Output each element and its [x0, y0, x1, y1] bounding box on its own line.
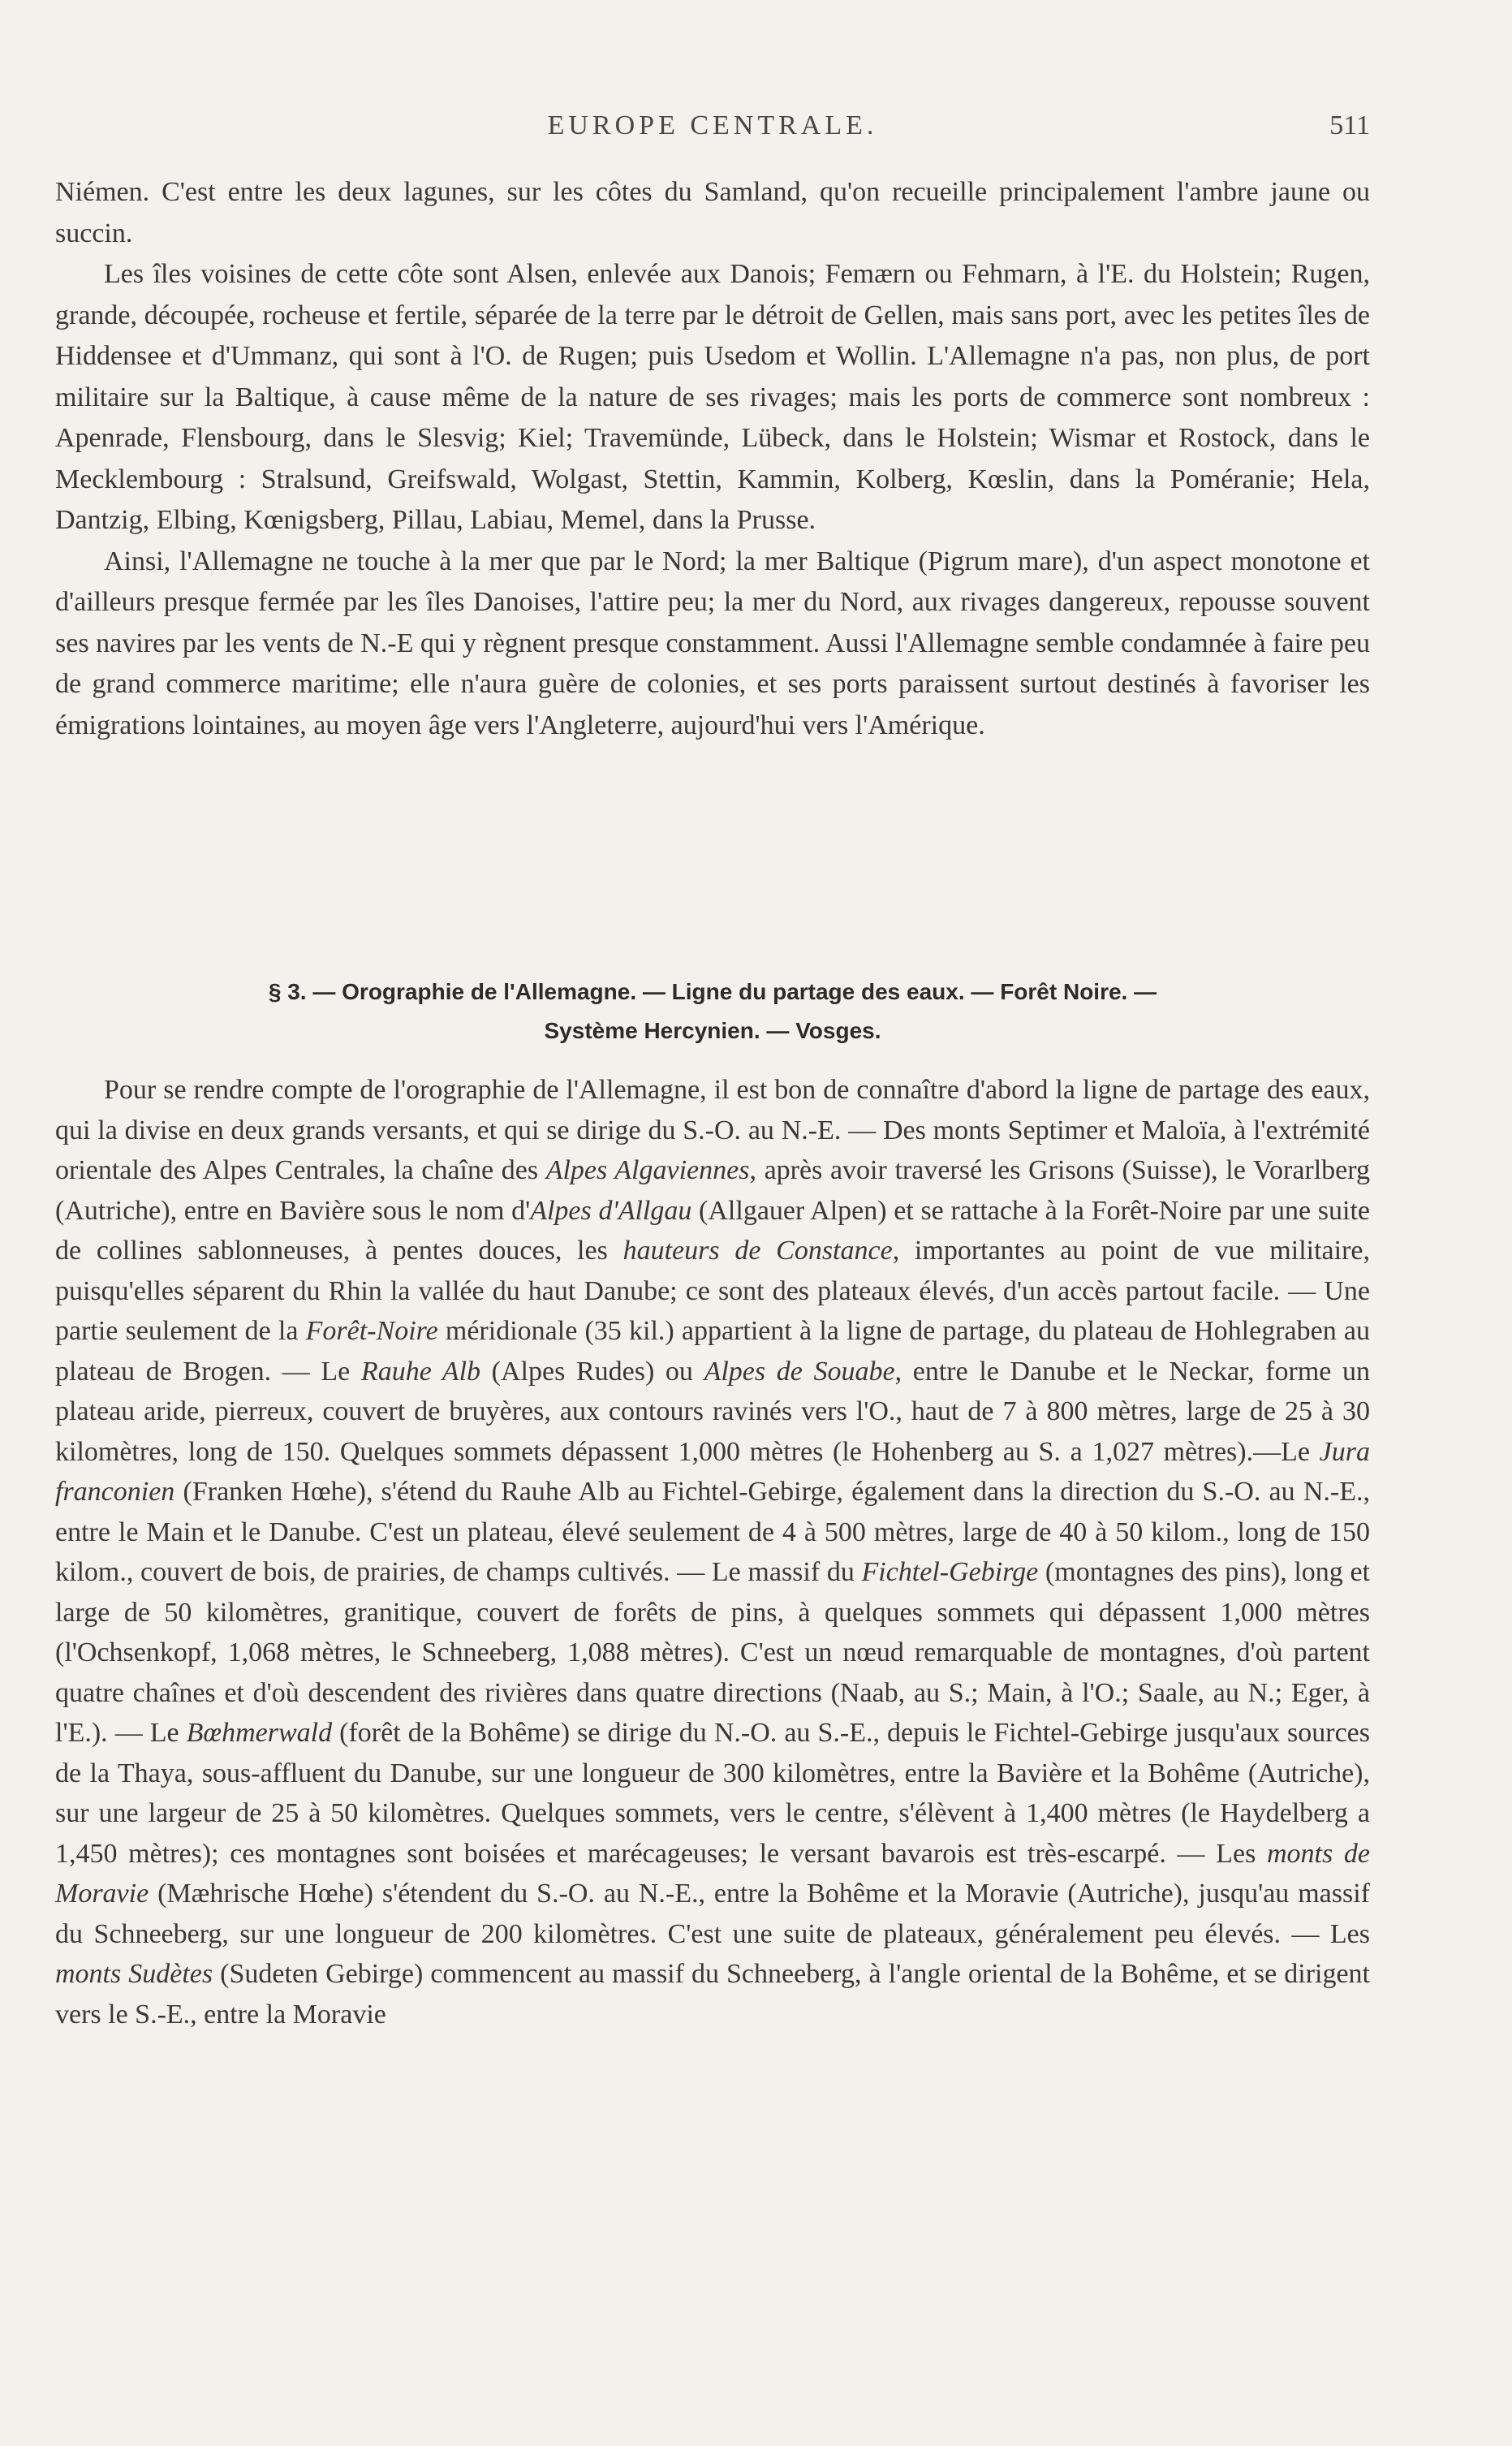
place-name: Jura franconien — [55, 1436, 1370, 1507]
text-run: , entre le Danube et le Neckar, forme un plateau aride, pierreux, couvert de bruyères, aux contours ravinés vers l'O., haut de 7 à 800 mètres, large de 25 à 30 kilomètres, long de 150. Quelques sommets dépassent 1,000 mètres (le Hohenberg au S. a 1,027 mètres).—Le — [55, 1356, 1371, 1467]
text-run: (forêt de la Bohême) se dirige du N.-O. au S.-E., depuis le Fichtel-Gebirge jusqu'aux sources de la Thaya, sous-affluent du Danube, sur une longueur de 300 kilomètres, entre la Bavière et la Bohême (Autriche), sur une largeur de 25 à 50 kilomètres. Quelques sommets, vers le centre, s'élèvent à 1,400 mètres (le Haydelberg a 1,450 mètres); ces montagnes sont boisées et marécageuses; le versant bavarois est très-escarpé. — Les — [55, 1718, 1370, 1869]
place-name: Alpes de Souabe — [704, 1356, 895, 1387]
section-heading-line: Système Hercynien. — Vosges. — [544, 1018, 881, 1043]
place-name: Alpes Algaviennes — [545, 1155, 750, 1185]
place-name: monts Sudètes — [55, 1959, 213, 1989]
text-run: méridionale (35 kil.) appartient à la ligne de partage, du plateau de Hohlegraben au plateau de Brogen. — Le — [55, 1316, 1370, 1387]
text-run: (Franken Hœhe), s'étend du Rauhe Alb au Fichtel-Gebirge, également dans la direction du S.-O. au N.-E., entre le Main et le Danube. C'est un plateau, élevé seulement de 4 à 500 mètres, large de 40 à 50 kilom., long de 150 kilom., couvert de bois, de prairies, de champs cultivés. — Le massif du — [55, 1477, 1370, 1587]
place-name: hauteurs de Constance — [622, 1236, 893, 1266]
intro-text — [55, 172, 1370, 746]
place-name: Rauhe Alb — [360, 1356, 481, 1387]
place-name: monts de Moravie — [55, 1838, 1371, 1909]
page-header — [55, 110, 1370, 159]
text-run: , importantes au point de vue militaire, puisqu'elles séparent du Rhin la vallée du haut Danube; ce sont des plateaux élevés, d'un accès partout facile. — Une partie seulement de la — [55, 1236, 1370, 1346]
text-run: , après avoir traversé les Grisons (Suisse), le Vorarlberg (Autriche), entre en Bavière sous le nom d' — [55, 1155, 1370, 1226]
paragraph — [55, 1070, 1370, 2034]
page — [55, 0, 1370, 2446]
place-name: Alpes d'Allgau — [530, 1195, 692, 1226]
place-name: Bœhmerwald — [186, 1718, 333, 1748]
place-name: Fichtel-Gebirge — [861, 1557, 1039, 1587]
page-number: 511 — [1329, 110, 1370, 140]
running-title: EUROPE CENTRALE. — [547, 110, 878, 140]
text-run: (montagnes des pins), long et large de 50 kilomètres, granitique, couvert de forêts de pins, à quelques sommets qui dépassent 1,000 mètres (l'Ochsenkopf, 1,068 mètres, le Schneeberg, 1,088 mètres). C'est un nœud remarquable de montagnes, d'où partent quatre chaînes et d'où descendent des rivières dans quatre directions (Naab, au S.; Main, à l'O.; Saale, au N.; Eger, à l'E.). — Le — [55, 1557, 1370, 1748]
section-heading — [55, 973, 1370, 1050]
section-body — [55, 1070, 1370, 2034]
text-run: (Mæhrische Hœhe) s'étendent du S.-O. au N.-E., entre la Bohême et la Moravie (Autriche), jusqu'au massif du Schneeberg, sur une longueur de 200 kilomètres. C'est une suite de plateaux, généralement peu élevés. — Les — [55, 1879, 1370, 1949]
text-run: Pour se rendre compte de l'orographie de l'Allemagne, il est bon de connaître d'abord la ligne de partage des eaux, qui la divise en deux grands versants, et qui se dirige du S.-O. au N.-E. — Des monts Septimer et Maloïa, à l'extrémité orientale des Alpes Centrales, la chaîne des — [55, 1075, 1370, 1185]
text-run: (Alpes Rudes) ou — [480, 1356, 704, 1387]
paragraph: Niémen. C'est entre les deux lagunes, sur les côtes du Samland, qu'on recueille principalement l'ambre jaune ou succin. — [55, 177, 1370, 248]
text-run: (Sudeten Gebirge) commencent au massif du Schneeberg, à l'angle oriental de la Bohême, et se dirigent vers le S.-E., entre la Moravie — [55, 1959, 1371, 2030]
section-heading-line: § 3. — Orographie de l'Allemagne. — Ligne du partage des eaux. — Forêt Noire. — — [268, 979, 1157, 1004]
place-name: Forêt-Noire — [305, 1316, 438, 1346]
text-run: (Allgauer Alpen) et se rattache à la Forêt-Noire par une suite de collines sablonneuses, à pentes douces, les — [55, 1195, 1370, 1266]
paragraph: Les îles voisines de cette côte sont Alsen, enlevée aux Danois; Femærn ou Fehmarn, à l'E. du Holstein; Rugen, grande, découpée, rocheuse et fertile, séparée de la terre par le détroit de Gellen, mais sans port, avec les petites îles de Hiddensee et d'Ummanz, qui sont à l'O. de Rugen; puis Usedom et Wollin. L'Allemagne n'a pas, non plus, de port militaire sur la Baltique, à cause même de la nature de ses rivages; mais les ports de commerce sont nombreux : Apenrade, Flensbourg, dans le Slesvig; Kiel; Travemünde, Lübeck, dans le Holstein; Wismar et Rostock, dans le Mecklembourg : Stralsund, Greifswald, Wolgast, Stettin, Kammin, Kolberg, Kœslin, dans la Poméranie; Hela, Dantzig, Elbing, Kœnigsberg, Pillau, Labiau, Memel, dans la Prusse. — [55, 259, 1370, 535]
paragraph: Ainsi, l'Allemagne ne touche à la mer que par le Nord; la mer Baltique (Pigrum mare), d'un aspect monotone et d'ailleurs presque fermée par les îles Danoises, l'attire peu; la mer du Nord, aux rivages dangereux, repousse souvent ses navires par les vents de N.-E qui y règnent presque constamment. Aussi l'Allemagne semble condamnée à faire peu de grand commerce maritime; elle n'aura guère de colonies, et ses ports paraissent surtout destinés à favoriser les émigrations lointaines, au moyen âge vers l'Angleterre, aujourd'hui vers l'Amérique. — [55, 546, 1370, 740]
